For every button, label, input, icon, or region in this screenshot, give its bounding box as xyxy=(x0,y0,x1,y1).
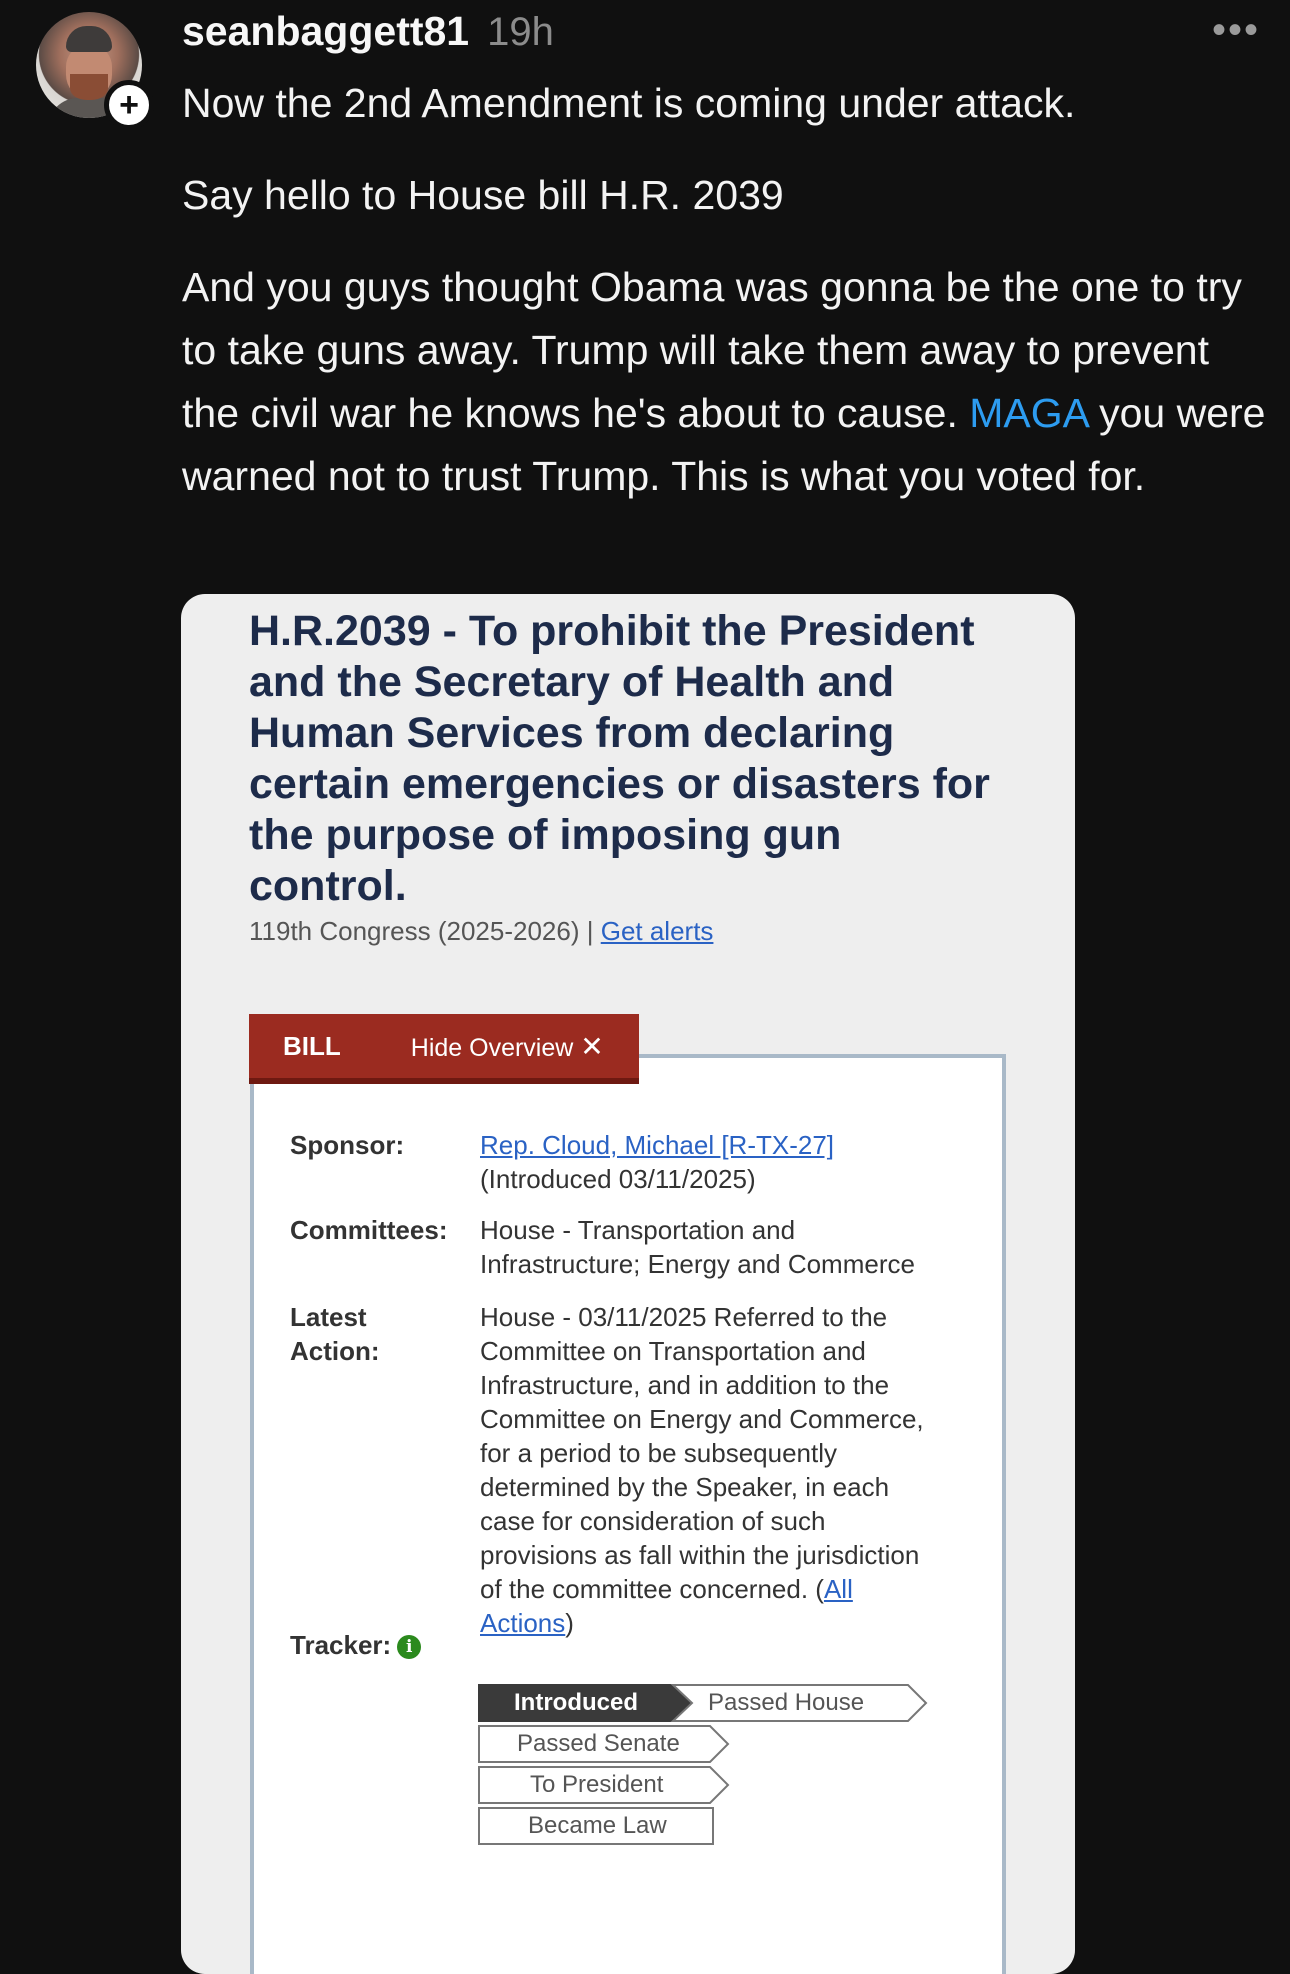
tracker-label: Tracker: xyxy=(290,1630,392,1660)
follow-plus-icon[interactable]: + xyxy=(104,80,154,130)
congress-line xyxy=(249,916,713,947)
more-options-icon[interactable]: ••• xyxy=(1211,8,1260,52)
hide-overview-label: Hide Overview xyxy=(410,1033,574,1062)
username[interactable]: seanbaggett81 xyxy=(182,8,470,54)
all-actions-link[interactable]: All Actions xyxy=(480,1574,853,1638)
info-icon[interactable]: i xyxy=(397,1635,421,1659)
attached-image[interactable] xyxy=(181,594,1075,1974)
bill-tab[interactable]: BILL xyxy=(283,1030,341,1061)
tracker-step-to-president: To President xyxy=(530,1771,664,1798)
tracker-step-became-law: Became Law xyxy=(528,1812,667,1839)
post-time: 19h xyxy=(487,10,554,54)
sponsor-introduced: (Introduced 03/11/2025) xyxy=(480,1164,756,1194)
latest-action-close: ) xyxy=(565,1608,574,1638)
post-text-segment: you were warned not to trust Trump. This is what you voted for. xyxy=(182,390,1266,499)
bill-overview-panel xyxy=(250,1054,1006,1974)
bill-title: H.R.2039 - To prohibit the President and the Secretary of Health and Human Services from declaring certain emergencies or disasters for the purpose of imposing gun control. xyxy=(249,607,990,910)
tracker-step-introduced: Introduced xyxy=(514,1689,638,1716)
post-paragraph xyxy=(182,256,1272,508)
tracker-step-passed-house: Passed House xyxy=(708,1689,865,1716)
committees-label: Committees: xyxy=(290,1215,448,1245)
latest-action-value: House - 03/11/2025 Referred to the Committee on Transportation and Infrastructure, and in addition to the Committee on Energy and Commerce, for a period to be subsequently determined by the Speaker, in each case for consideration of such provisions as fall within the jurisdiction of the committee concerned. ( xyxy=(480,1302,924,1604)
post-header xyxy=(182,8,554,58)
committees-value: House - Transportation and Infrastructure; Energy and Commerce xyxy=(480,1215,915,1279)
sponsor-link[interactable]: Rep. Cloud, Michael [R-TX-27] xyxy=(480,1130,835,1160)
hide-overview-button[interactable] xyxy=(411,1030,604,1063)
post-paragraph: Say hello to House bill H.R. 2039 xyxy=(182,172,784,218)
avatar[interactable] xyxy=(36,12,142,124)
get-alerts-link[interactable]: Get alerts xyxy=(600,916,714,946)
post-body xyxy=(182,72,1272,537)
close-icon: ✕ xyxy=(580,1030,604,1062)
tracker-step-passed-senate: Passed Senate xyxy=(517,1730,680,1757)
hashtag-link[interactable]: MAGA xyxy=(969,390,1088,436)
sponsor-label: Sponsor: xyxy=(290,1130,405,1160)
post-paragraph: Now the 2nd Amendment is coming under attack. xyxy=(182,80,1076,126)
congress-session: 119th Congress (2025-2026) | xyxy=(249,916,601,946)
post-text-segment: And you guys thought Obama was gonna be the one to try to take guns away. Trump will take them away to prevent the civil war he knows he's about to cause. xyxy=(182,264,1242,436)
bill-tab-bar xyxy=(249,1014,639,1084)
latest-action-label: Latest Action: xyxy=(290,1302,380,1366)
